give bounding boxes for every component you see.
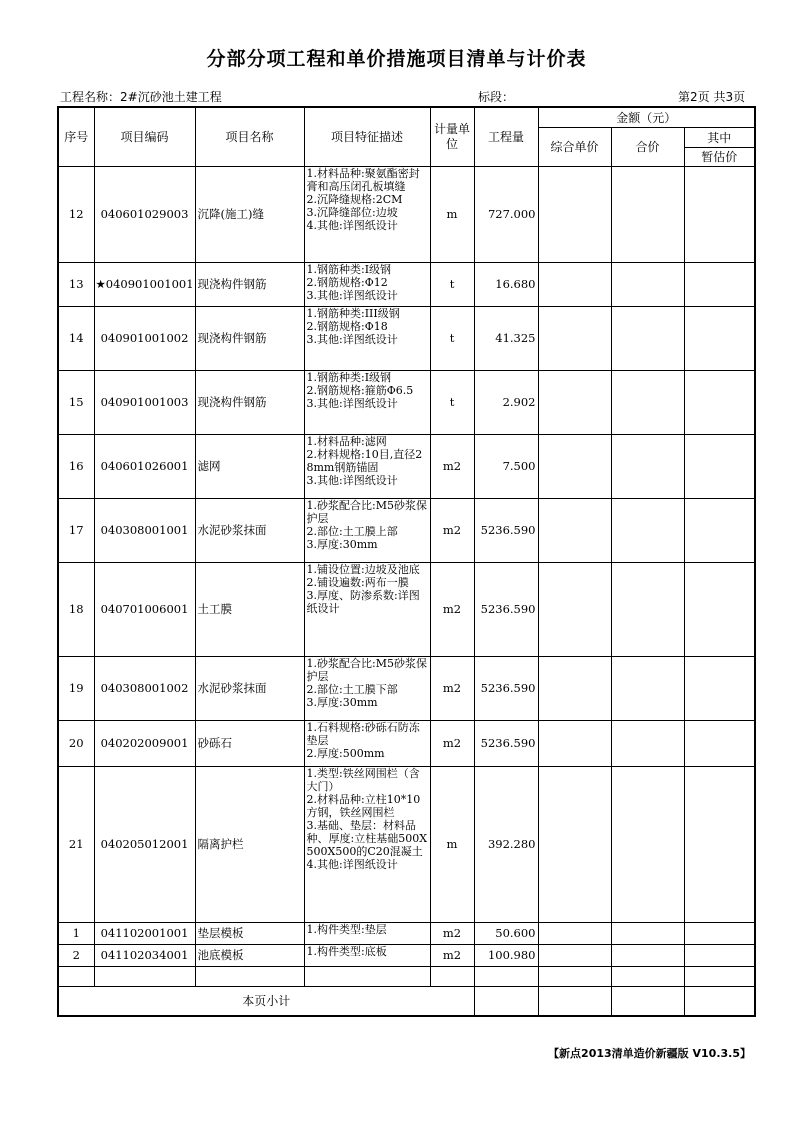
row-unit-price bbox=[538, 262, 611, 306]
table-row bbox=[58, 370, 755, 434]
header-code: 项目编码 bbox=[94, 107, 195, 166]
table-row bbox=[58, 922, 755, 944]
row-desc: 1.钢筋种类:III级钢 2.钢筋规格:Φ18 3.其他:详图纸设计 bbox=[304, 306, 430, 370]
table-row bbox=[58, 306, 755, 370]
row-unit: t bbox=[430, 306, 474, 370]
row-provisional bbox=[684, 656, 755, 720]
row-total bbox=[611, 262, 684, 306]
row-code: 040901001002 bbox=[94, 306, 195, 370]
row-code: 040601026001 bbox=[94, 434, 195, 498]
row-provisional bbox=[684, 434, 755, 498]
row-qty: 50.600 bbox=[474, 922, 538, 944]
header-provisional: 暂估价 bbox=[684, 147, 755, 166]
header-total: 合价 bbox=[611, 127, 684, 166]
row-unit: m bbox=[430, 766, 474, 922]
header-unit: 计量单位 bbox=[430, 107, 474, 166]
row-qty: 727.000 bbox=[474, 166, 538, 262]
row-unit-price bbox=[538, 306, 611, 370]
row-desc: 1.构件类型:垫层 bbox=[304, 922, 430, 944]
row-seq: 12 bbox=[58, 166, 94, 262]
row-total bbox=[611, 370, 684, 434]
row-unit: t bbox=[430, 370, 474, 434]
row-provisional bbox=[684, 166, 755, 262]
header-desc: 项目特征描述 bbox=[304, 107, 430, 166]
header-qty: 工程量 bbox=[474, 107, 538, 166]
table-row bbox=[58, 434, 755, 498]
row-name: 垫层模板 bbox=[195, 922, 304, 944]
row-desc: 1.材料品种:聚氨酯密封膏和高压闭孔板填缝 2.沉降缝规格:2CM 3.沉降缝部位:边坡 4.其他:详图纸设计 bbox=[304, 166, 430, 262]
row-seq: 15 bbox=[58, 370, 94, 434]
row-code: 041102034001 bbox=[94, 944, 195, 966]
row-code: 040308001002 bbox=[94, 656, 195, 720]
row-provisional bbox=[684, 562, 755, 656]
header-name: 项目名称 bbox=[195, 107, 304, 166]
row-seq: 1 bbox=[58, 922, 94, 944]
row-name: 现浇构件钢筋 bbox=[195, 262, 304, 306]
row-code: 040205012001 bbox=[94, 766, 195, 922]
row-unit: m2 bbox=[430, 498, 474, 562]
row-name: 池底模板 bbox=[195, 944, 304, 966]
header-amount: 金额（元） bbox=[538, 107, 755, 127]
row-qty: 2.902 bbox=[474, 370, 538, 434]
row-total bbox=[611, 562, 684, 656]
row-unit-price bbox=[538, 166, 611, 262]
row-seq: 17 bbox=[58, 498, 94, 562]
row-provisional bbox=[684, 370, 755, 434]
row-provisional bbox=[684, 720, 755, 766]
row-unit-price bbox=[538, 922, 611, 944]
row-provisional bbox=[684, 944, 755, 966]
row-provisional bbox=[684, 306, 755, 370]
row-total bbox=[611, 166, 684, 262]
row-code: 041102001001 bbox=[94, 922, 195, 944]
row-qty: 7.500 bbox=[474, 434, 538, 498]
row-desc: 1.构件类型:底板 bbox=[304, 944, 430, 966]
row-unit-price bbox=[538, 434, 611, 498]
row-code: 040202009001 bbox=[94, 720, 195, 766]
row-seq: 2 bbox=[58, 944, 94, 966]
row-code: ★040901001001 bbox=[94, 262, 195, 306]
row-name: 水泥砂浆抹面 bbox=[195, 656, 304, 720]
header-unit-price: 综合单价 bbox=[538, 127, 611, 166]
row-qty: 392.280 bbox=[474, 766, 538, 922]
row-name: 滤网 bbox=[195, 434, 304, 498]
row-unit: m2 bbox=[430, 562, 474, 656]
row-total bbox=[611, 922, 684, 944]
row-qty: 41.325 bbox=[474, 306, 538, 370]
row-total bbox=[611, 720, 684, 766]
row-desc: 1.石料规格:砂砾石防冻垫层 2.厚度:500mm bbox=[304, 720, 430, 766]
row-qty: 16.680 bbox=[474, 262, 538, 306]
row-name: 沉降(施工)缝 bbox=[195, 166, 304, 262]
table-row bbox=[58, 656, 755, 720]
row-seq: 18 bbox=[58, 562, 94, 656]
page-title: 分部分项工程和单价措施项目清单与计价表 bbox=[206, 48, 587, 70]
row-code: 040601029003 bbox=[94, 166, 195, 262]
row-desc: 1.钢筋种类:I级钢 2.钢筋规格:Φ12 3.其他:详图纸设计 bbox=[304, 262, 430, 306]
row-provisional bbox=[684, 922, 755, 944]
row-desc: 1.砂浆配合比:M5砂浆保护层 2.部位:土工膜下部 3.厚度:30mm bbox=[304, 656, 430, 720]
row-seq: 16 bbox=[58, 434, 94, 498]
row-total bbox=[611, 944, 684, 966]
row-seq: 20 bbox=[58, 720, 94, 766]
row-qty: 5236.590 bbox=[474, 562, 538, 656]
row-desc: 1.钢筋种类:I级钢 2.钢筋规格:箍筋Φ6.5 3.其他:详图纸设计 bbox=[304, 370, 430, 434]
row-desc: 1.砂浆配合比:M5砂浆保护层 2.部位:土工膜上部 3.厚度:30mm bbox=[304, 498, 430, 562]
row-total bbox=[611, 498, 684, 562]
row-unit-price bbox=[538, 370, 611, 434]
row-unit-price bbox=[538, 498, 611, 562]
table-row bbox=[58, 498, 755, 562]
row-unit-price bbox=[538, 562, 611, 656]
row-unit: m2 bbox=[430, 944, 474, 966]
row-seq: 13 bbox=[58, 262, 94, 306]
row-seq: 21 bbox=[58, 766, 94, 922]
row-name: 现浇构件钢筋 bbox=[195, 306, 304, 370]
row-total bbox=[611, 656, 684, 720]
software-footer: 【新点2013清单造价新疆版 V10.3.5】 bbox=[548, 1047, 751, 1060]
row-provisional bbox=[684, 498, 755, 562]
row-desc: 1.类型:铁丝网围栏（含大门） 2.材料品种:立柱10*10方钢，铁丝网围栏 3.基础、垫层：材料品种、厚度:立柱基础500X500X500的C20混凝土 4.其他:详图纸设计 bbox=[304, 766, 430, 922]
section-label: 标段： bbox=[478, 90, 515, 104]
row-code: 040308001001 bbox=[94, 498, 195, 562]
row-qty: 5236.590 bbox=[474, 498, 538, 562]
row-name: 现浇构件钢筋 bbox=[195, 370, 304, 434]
row-desc: 1.材料品种:滤网 2.材料规格:10目,直径28mm钢筋锚固 3.其他:详图纸设计 bbox=[304, 434, 430, 498]
row-unit-price bbox=[538, 656, 611, 720]
row-name: 隔离护栏 bbox=[195, 766, 304, 922]
table-row bbox=[58, 766, 755, 922]
subtotal-row bbox=[58, 986, 755, 1016]
row-seq: 19 bbox=[58, 656, 94, 720]
row-total bbox=[611, 434, 684, 498]
subtotal-label: 本页小计 bbox=[58, 986, 474, 1016]
row-unit: m2 bbox=[430, 922, 474, 944]
row-name: 砂砾石 bbox=[195, 720, 304, 766]
row-unit-price bbox=[538, 944, 611, 966]
row-provisional bbox=[684, 262, 755, 306]
project-name: 工程名称：2#沉砂池土建工程 bbox=[60, 90, 222, 104]
row-qty: 100.980 bbox=[474, 944, 538, 966]
row-provisional bbox=[684, 766, 755, 922]
table-row bbox=[58, 720, 755, 766]
row-unit: m bbox=[430, 166, 474, 262]
row-qty: 5236.590 bbox=[474, 656, 538, 720]
row-unit: t bbox=[430, 262, 474, 306]
bill-table bbox=[57, 106, 756, 1017]
row-desc: 1.铺设位置:边坡及池底 2.铺设遍数:两布一膜 3.厚度、防渗系数:详图纸设计 bbox=[304, 562, 430, 656]
row-unit-price bbox=[538, 766, 611, 922]
row-unit: m2 bbox=[430, 720, 474, 766]
row-name: 水泥砂浆抹面 bbox=[195, 498, 304, 562]
row-unit-price bbox=[538, 720, 611, 766]
blank-row bbox=[58, 966, 755, 986]
table-row bbox=[58, 262, 755, 306]
row-total bbox=[611, 766, 684, 922]
page-info: 第2页 共3页 bbox=[678, 90, 746, 104]
row-unit: m2 bbox=[430, 656, 474, 720]
header-seq: 序号 bbox=[58, 107, 94, 166]
header-of-which: 其中 bbox=[684, 127, 755, 147]
row-qty: 5236.590 bbox=[474, 720, 538, 766]
table-row bbox=[58, 944, 755, 966]
row-code: 040901001003 bbox=[94, 370, 195, 434]
table-row bbox=[58, 166, 755, 262]
row-name: 土工膜 bbox=[195, 562, 304, 656]
table-row bbox=[58, 562, 755, 656]
row-unit: m2 bbox=[430, 434, 474, 498]
row-total bbox=[611, 306, 684, 370]
row-code: 040701006001 bbox=[94, 562, 195, 656]
row-seq: 14 bbox=[58, 306, 94, 370]
